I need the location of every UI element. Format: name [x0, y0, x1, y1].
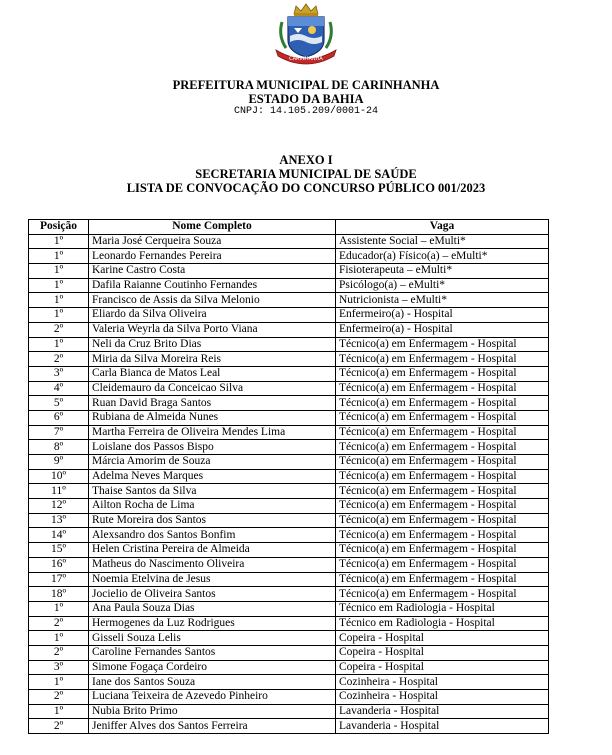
table-row: [29, 352, 549, 367]
table-row: [29, 616, 549, 631]
table-row: [29, 601, 549, 616]
cell-vacancy: Técnico(a) em Enfermagem - Hospital: [336, 543, 549, 558]
cell-name: Karine Castro Costa: [89, 264, 336, 279]
cell-name: Thaise Santos da Silva: [89, 484, 336, 499]
table-row: [29, 528, 549, 543]
cell-position: 3º: [29, 366, 89, 381]
svg-text:CARINHANHA: CARINHANHA: [289, 56, 323, 62]
cell-name: Eliardo da Silva Oliveira: [89, 308, 336, 323]
header-position: Posição: [29, 220, 89, 235]
table-row: [29, 587, 549, 602]
table-row: [29, 660, 549, 675]
cell-vacancy: Educador(a) Físico(a) – eMulti*: [336, 249, 549, 264]
table-row: [29, 631, 549, 646]
table-row: [29, 396, 549, 411]
cell-position: 1º: [29, 675, 89, 690]
cell-name: Cleidemauro da Conceicao Silva: [89, 381, 336, 396]
cell-position: 16º: [29, 557, 89, 572]
table-row: [29, 308, 549, 323]
cell-name: Luciana Teixeira de Azevedo Pinheiro: [89, 690, 336, 705]
state-title: ESTADO DA BAHIA: [248, 92, 364, 106]
cell-position: 5º: [29, 396, 89, 411]
cell-name: Dafila Raianne Coutinho Fernandes: [89, 278, 336, 293]
table-row: [29, 543, 549, 558]
cell-vacancy: Técnico(a) em Enfermagem - Hospital: [336, 425, 549, 440]
cell-vacancy: Cozinheira - Hospital: [336, 690, 549, 705]
table-row: [29, 264, 549, 279]
header-full-name: Nome Completo: [89, 220, 336, 235]
table-row: [29, 572, 549, 587]
table-row: [29, 557, 549, 572]
municipal-crest-logo: [272, 2, 340, 66]
cell-vacancy: Técnico em Radiologia - Hospital: [336, 601, 549, 616]
cell-position: 2º: [29, 322, 89, 337]
cell-vacancy: Técnico(a) em Enfermagem - Hospital: [336, 352, 549, 367]
cell-vacancy: Cozinheira - Hospital: [336, 675, 549, 690]
cell-vacancy: Assistente Social – eMulti*: [336, 234, 549, 249]
table-row: [29, 513, 549, 528]
cell-vacancy: Técnico em Radiologia - Hospital: [336, 616, 549, 631]
cell-position: 1º: [29, 704, 89, 719]
cnpj-line: CNPJ: 14.105.209/0001-24: [233, 106, 379, 117]
cell-vacancy: Enfermeiro(a) - Hospital: [336, 322, 549, 337]
cell-name: Carla Bianca de Matos Leal: [89, 366, 336, 381]
table-row: [29, 410, 549, 425]
cell-position: 11º: [29, 484, 89, 499]
cell-vacancy: Técnico(a) em Enfermagem - Hospital: [336, 410, 549, 425]
cell-vacancy: Técnico(a) em Enfermagem - Hospital: [336, 528, 549, 543]
table-row: [29, 704, 549, 719]
cell-name: Neli da Cruz Brito Dias: [89, 337, 336, 352]
cell-position: 2º: [29, 616, 89, 631]
header-vacancy: Vaga: [336, 220, 549, 235]
cell-position: 7º: [29, 425, 89, 440]
secretaria-label: SECRETARIA MUNICIPAL DE SAÚDE: [195, 167, 417, 181]
cell-vacancy: Psicólogo(a) – eMulti*: [336, 278, 549, 293]
table-header-row: [29, 220, 549, 235]
convocation-table: [28, 219, 549, 734]
table-row: [29, 690, 549, 705]
cell-vacancy: Técnico(a) em Enfermagem - Hospital: [336, 396, 549, 411]
cell-position: 12º: [29, 499, 89, 514]
cell-position: 2º: [29, 719, 89, 734]
table-row: [29, 455, 549, 470]
cell-name: Caroline Fernandes Santos: [89, 645, 336, 660]
table-row: [29, 234, 549, 249]
cell-name: Noemia Etelvina de Jesus: [89, 572, 336, 587]
cell-name: Ana Paula Souza Dias: [89, 601, 336, 616]
cell-position: 10º: [29, 469, 89, 484]
cell-vacancy: Técnico(a) em Enfermagem - Hospital: [336, 337, 549, 352]
table-row: [29, 366, 549, 381]
cell-position: 1º: [29, 631, 89, 646]
table-row: [29, 425, 549, 440]
cell-name: Alexsandro dos Santos Bonfim: [89, 528, 336, 543]
cell-vacancy: Fisioterapeuta – eMulti*: [336, 264, 549, 279]
cell-position: 13º: [29, 513, 89, 528]
cell-name: Márcia Amorim de Souza: [89, 455, 336, 470]
table-row: [29, 645, 549, 660]
cell-position: 1º: [29, 234, 89, 249]
cell-position: 15º: [29, 543, 89, 558]
cell-name: Jocielio de Oliveira Santos: [89, 587, 336, 602]
cell-vacancy: Técnico(a) em Enfermagem - Hospital: [336, 499, 549, 514]
cell-name: Hermogenes da Luz Rodrigues: [89, 616, 336, 631]
cell-name: Francisco de Assis da Silva Melonio: [89, 293, 336, 308]
cell-position: 2º: [29, 645, 89, 660]
table-row: [29, 322, 549, 337]
cell-name: Ailton Rocha de Lima: [89, 499, 336, 514]
cell-name: Maria José Cerqueira Souza: [89, 234, 336, 249]
cell-vacancy: Técnico(a) em Enfermagem - Hospital: [336, 455, 549, 470]
cell-position: 4º: [29, 381, 89, 396]
cell-vacancy: Técnico(a) em Enfermagem - Hospital: [336, 572, 549, 587]
cell-position: 2º: [29, 352, 89, 367]
cell-vacancy: Técnico(a) em Enfermagem - Hospital: [336, 469, 549, 484]
cell-vacancy: Técnico(a) em Enfermagem - Hospital: [336, 513, 549, 528]
cell-name: Martha Ferreira de Oliveira Mendes Lima: [89, 425, 336, 440]
cell-name: Nubia Brito Primo: [89, 704, 336, 719]
cell-name: Loislane dos Passos Bispo: [89, 440, 336, 455]
cell-name: Iane dos Santos Souza: [89, 675, 336, 690]
cell-position: 6º: [29, 410, 89, 425]
table-row: [29, 484, 549, 499]
cell-position: 1º: [29, 293, 89, 308]
cell-vacancy: Técnico(a) em Enfermagem - Hospital: [336, 366, 549, 381]
table-row: [29, 381, 549, 396]
annex-label: ANEXO I: [279, 153, 333, 167]
cell-vacancy: Nutricionista – eMulti*: [336, 293, 549, 308]
cell-vacancy: Copeira - Hospital: [336, 631, 549, 646]
cell-vacancy: Técnico(a) em Enfermagem - Hospital: [336, 587, 549, 602]
cell-name: Leonardo Fernandes Pereira: [89, 249, 336, 264]
cell-position: 1º: [29, 264, 89, 279]
cell-position: 1º: [29, 249, 89, 264]
cell-vacancy: Técnico(a) em Enfermagem - Hospital: [336, 484, 549, 499]
cell-name: Adelma Neves Marques: [89, 469, 336, 484]
cell-position: 1º: [29, 308, 89, 323]
cell-position: 14º: [29, 528, 89, 543]
list-title: LISTA DE CONVOCAÇÃO DO CONCURSO PÚBLICO 001/2023: [126, 181, 486, 195]
cell-name: Jeniffer Alves dos Santos Ferreira: [89, 719, 336, 734]
table-row: [29, 469, 549, 484]
cell-position: 18º: [29, 587, 89, 602]
cell-name: Matheus do Nascimento Oliveira: [89, 557, 336, 572]
prefeitura-title: PREFEITURA MUNICIPAL DE CARINHANHA: [172, 78, 440, 92]
annex-heading: [0, 153, 612, 195]
table-row: [29, 249, 549, 264]
table-row: [29, 675, 549, 690]
table-row: [29, 499, 549, 514]
table-row: [29, 337, 549, 352]
cell-position: 1º: [29, 278, 89, 293]
cell-vacancy: Copeira - Hospital: [336, 660, 549, 675]
cell-position: 3º: [29, 660, 89, 675]
cell-position: 2º: [29, 690, 89, 705]
cell-name: Miria da Silva Moreira Reis: [89, 352, 336, 367]
cell-name: Gisseli Souza Lelis: [89, 631, 336, 646]
table-body: [29, 234, 549, 733]
cell-vacancy: Técnico(a) em Enfermagem - Hospital: [336, 440, 549, 455]
cell-vacancy: Técnico(a) em Enfermagem - Hospital: [336, 381, 549, 396]
table-row: [29, 719, 549, 734]
cell-vacancy: Lavanderia - Hospital: [336, 719, 549, 734]
cell-name: Ruan David Braga Santos: [89, 396, 336, 411]
cell-name: Valeria Weyrla da Silva Porto Viana: [89, 322, 336, 337]
table-row: [29, 440, 549, 455]
cell-vacancy: Lavanderia - Hospital: [336, 704, 549, 719]
cell-vacancy: Técnico(a) em Enfermagem - Hospital: [336, 557, 549, 572]
cell-vacancy: Copeira - Hospital: [336, 645, 549, 660]
table-row: [29, 293, 549, 308]
cell-position: 17º: [29, 572, 89, 587]
cell-name: Rute Moreira dos Santos: [89, 513, 336, 528]
cell-name: Rubiana de Almeida Nunes: [89, 410, 336, 425]
cell-position: 1º: [29, 601, 89, 616]
table-row: [29, 278, 549, 293]
cell-vacancy: Enfermeiro(a) - Hospital: [336, 308, 549, 323]
cell-name: Helen Cristina Pereira de Almeida: [89, 543, 336, 558]
cell-position: 8º: [29, 440, 89, 455]
cell-name: Simone Fogaça Cordeiro: [89, 660, 336, 675]
cell-position: 1º: [29, 337, 89, 352]
cell-position: 9º: [29, 455, 89, 470]
